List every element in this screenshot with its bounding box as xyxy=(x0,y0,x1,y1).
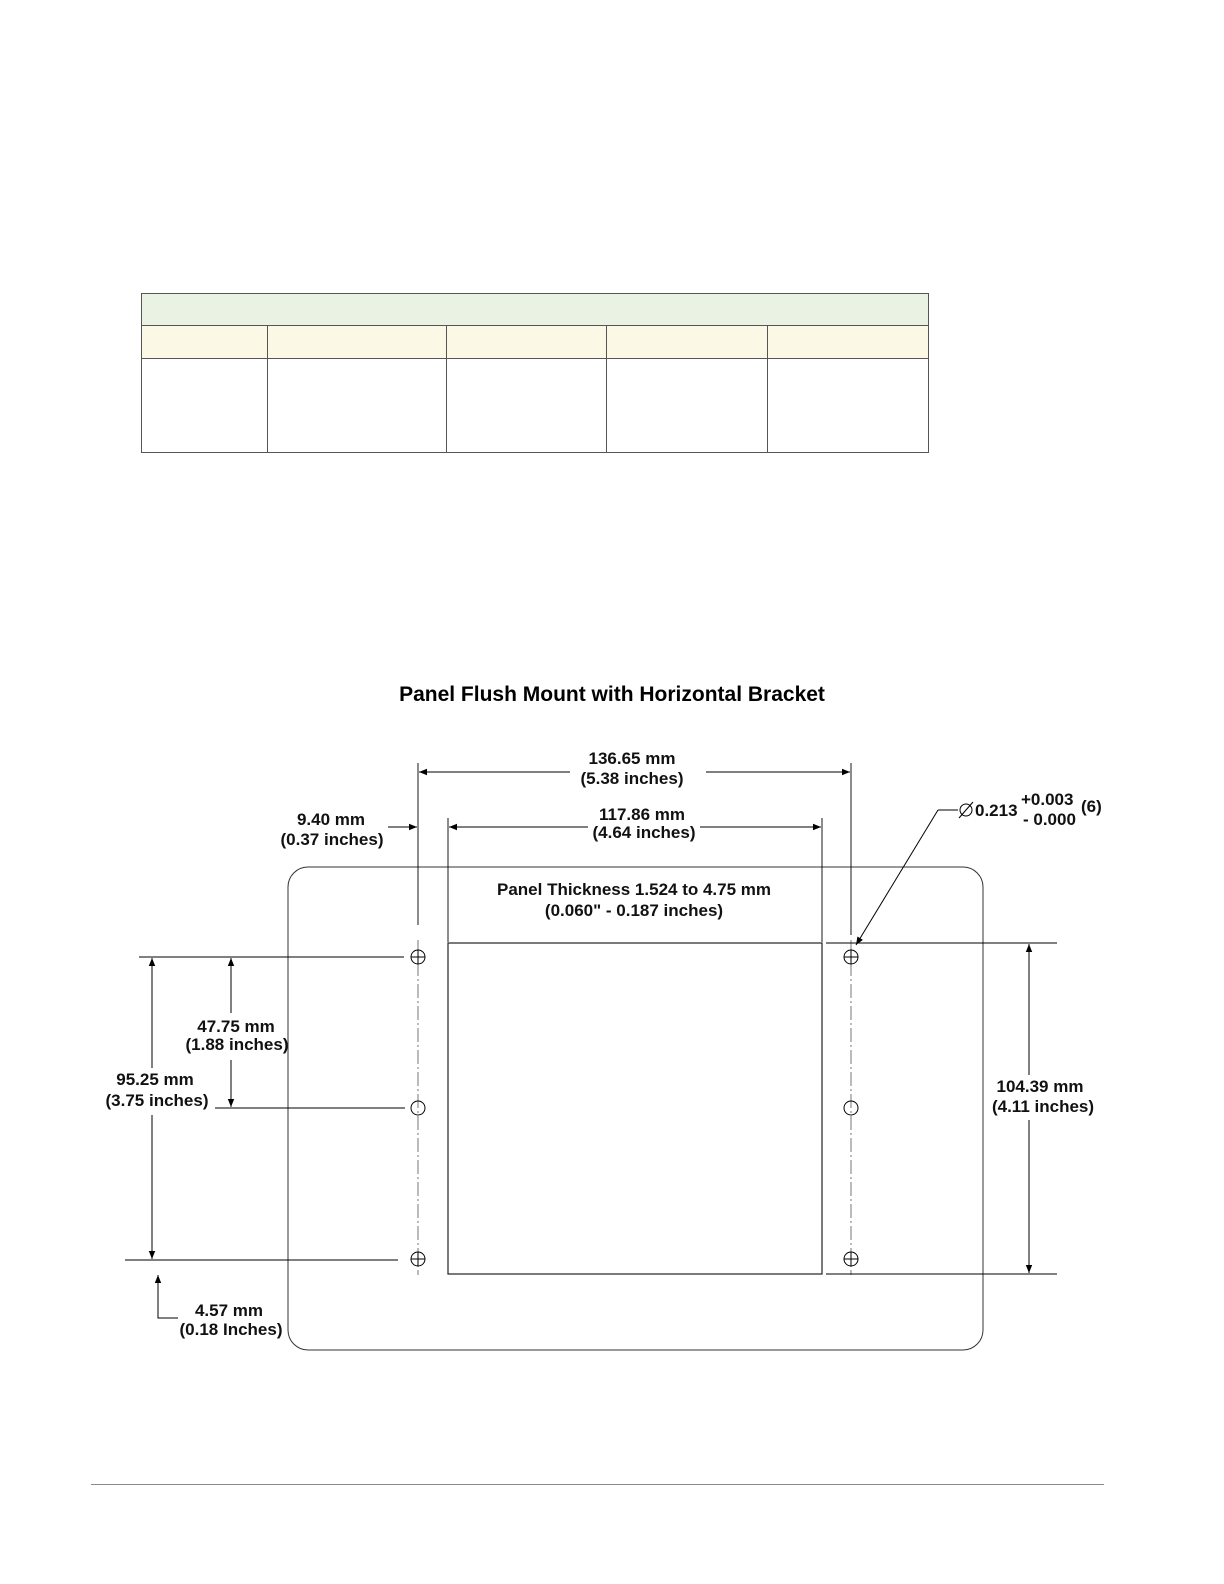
cutout-width-mm: 117.86 mm xyxy=(598,805,686,824)
cutout-width-in: (4.64 inches) xyxy=(592,823,696,842)
cutout-height-mm: 104.39 mm xyxy=(996,1077,1084,1096)
hole-tolerance-minus: - 0.000 xyxy=(1023,810,1076,829)
hole-tolerance-plus: +0.003 xyxy=(1021,790,1074,809)
hole-count: (6) xyxy=(1081,797,1102,816)
panel-cutout xyxy=(448,943,822,1274)
panel-thickness-line1: Panel Thickness 1.524 to 4.75 mm xyxy=(496,880,772,899)
hole-span-mm: 95.25 mm xyxy=(116,1070,194,1089)
bottom-offset-mm: 4.57 mm xyxy=(194,1301,264,1320)
hole-diameter: 0.213 xyxy=(975,801,1018,820)
bottom-offset-in: (0.18 Inches) xyxy=(179,1320,283,1339)
overall-width-mm: 136.65 mm xyxy=(588,749,676,768)
hole-pitch-in: (1.88 inches) xyxy=(185,1035,289,1054)
panel-thickness-line2: (0.060" - 0.187 inches) xyxy=(544,901,724,920)
mounting-holes xyxy=(411,950,858,1266)
diagram-title: Panel Flush Mount with Horizontal Bracket xyxy=(399,683,825,706)
footer-rule xyxy=(91,1484,1104,1485)
cutout-height-in: (4.11 inches) xyxy=(991,1097,1095,1116)
hole-offset-in: (0.37 inches) xyxy=(280,830,384,849)
hole-centerlines xyxy=(418,940,851,1275)
panel-outline xyxy=(288,867,983,1350)
overall-width-in: (5.38 inches) xyxy=(580,769,684,788)
hole-offset-mm: 9.40 mm xyxy=(296,810,366,829)
hole-span-in: (3.75 inches) xyxy=(105,1091,209,1110)
diameter-symbol xyxy=(959,802,973,818)
hole-pitch-mm: 47.75 mm xyxy=(197,1017,275,1036)
